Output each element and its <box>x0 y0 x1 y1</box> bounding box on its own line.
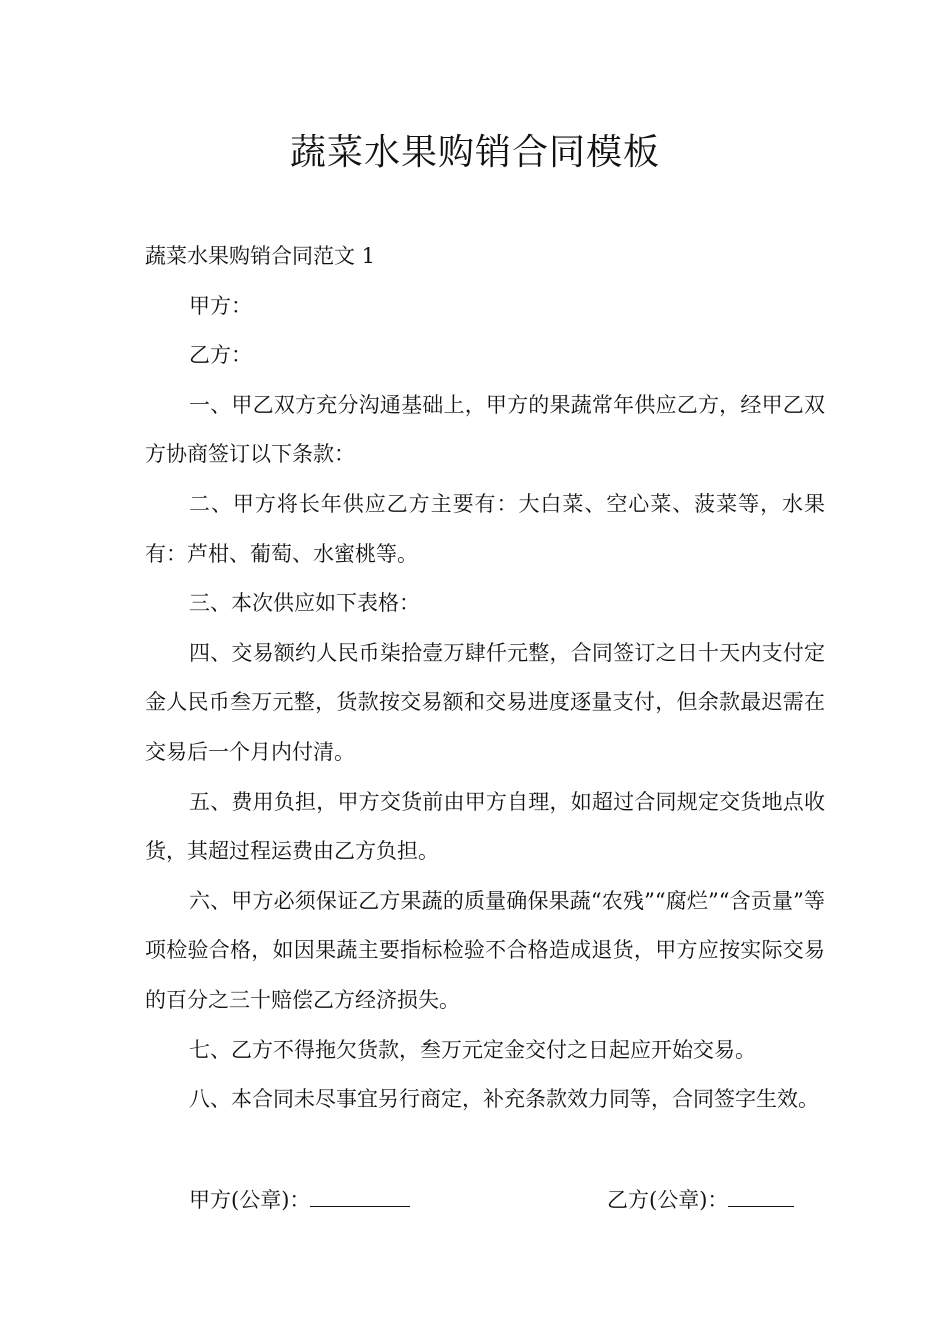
clause-7: 七、乙方不得拖欠货款，叁万元定金交付之日起应开始交易。 <box>189 1037 756 1062</box>
party-a-signature <box>189 1175 410 1225</box>
clause-5: 五、费用负担，甲方交货前由甲方自理，如超过合同规定交货地点收货，其超过程运费由乙方负担。 <box>145 789 825 864</box>
party-b-signature <box>607 1175 794 1225</box>
clause-4: 四、交易额约人民币柒拾壹万肆仟元整，合同签订之日十天内支付定金人民币叁万元整，货款按交易额和交易进度逐量支付，但余款最迟需在交易后一个月内付清。 <box>145 640 825 764</box>
clause-8: 八、本合同未尽事宜另行商定，补充条款效力同等，合同签字生效。 <box>189 1087 819 1112</box>
clause-2: 二、甲方将长年供应乙方主要有：大白菜、空心菜、菠菜等，水果有：芦柑、葡萄、水蜜桃等。 <box>145 491 825 566</box>
clause-1: 一、甲乙双方充分沟通基础上，甲方的果蔬常年供应乙方，经甲乙双方协商签订以下条款： <box>145 392 825 467</box>
contract-subtitle: 蔬菜水果购销合同范文 1 <box>145 244 376 268</box>
party-a-line: 甲方： <box>189 293 252 318</box>
document-title: 蔬菜水果购销合同模板 <box>289 132 660 173</box>
clause-3: 三、本次供应如下表格： <box>189 591 420 616</box>
signature-row <box>145 1175 825 1225</box>
party-b-seal-label: 乙方(公章)： <box>607 1188 729 1212</box>
party-b-line: 乙方： <box>189 343 252 368</box>
party-a-signature-blank <box>310 1192 410 1207</box>
party-a-seal-label: 甲方(公章)： <box>189 1188 311 1212</box>
clause-6: 六、甲方必须保证乙方果蔬的质量确保果蔬“农残”“腐烂”“含贡量”等项检验合格，如因果蔬主要指标检验不合格造成退货，甲方应按实际交易的百分之三十赔偿乙方经济损失。 <box>145 888 825 1012</box>
document-body <box>145 232 825 1125</box>
party-b-signature-blank <box>728 1192 794 1207</box>
